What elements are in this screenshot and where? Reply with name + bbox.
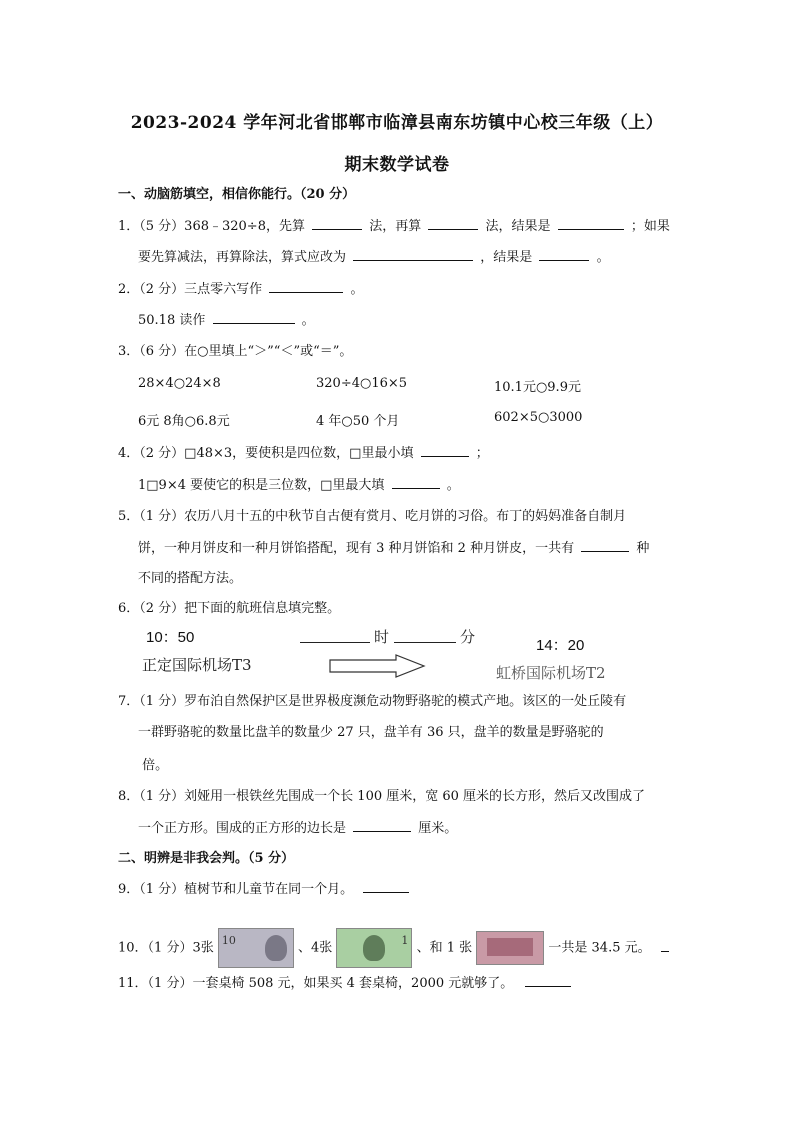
question-8-line1: 8．（1 分）刘娅用一根铁丝先围成一个长 100 厘米，宽 60 厘米的长方形，然后又改围成了 — [118, 789, 646, 804]
q4-text-b: ； — [475, 446, 489, 461]
q1-blank-4[interactable] — [353, 248, 473, 261]
q1-text-d: ；如果 — [630, 219, 670, 234]
note-pattern-icon — [487, 938, 533, 956]
question-1-line1 — [118, 217, 670, 236]
departure-airport: 正定国际机场T3 — [142, 656, 252, 674]
q7-text-c: 倍。 — [142, 758, 169, 773]
q2-blank-1[interactable] — [269, 280, 343, 293]
q1-text-b: 法，再算 — [369, 219, 422, 234]
section1-heading: 一、动脑筋填空，相信你能行。（20 分） — [118, 187, 356, 202]
question-4-line2 — [138, 476, 460, 495]
q2-text-d: 。 — [301, 313, 315, 328]
arrival-airport: 虹桥国际机场T2 — [496, 664, 606, 682]
q1-blank-3[interactable] — [558, 217, 624, 230]
minute-blank[interactable] — [394, 642, 456, 643]
q10-text-b: 、4张 — [298, 940, 333, 956]
question-2-line1 — [118, 280, 363, 299]
question-8-line2 — [138, 819, 457, 838]
exam-title-line1: 2023-2024 学年河北省邯郸市临漳县南东坊镇中心校三年级（上） — [130, 113, 664, 133]
q10-text-d: 一共是 34.5 元。 — [548, 940, 651, 956]
q3-item-1[interactable]: 28×4○24×8 — [138, 376, 221, 391]
q10-text-c: 、和 1 张 — [416, 940, 473, 956]
q10-blank[interactable] — [661, 939, 669, 952]
minute-label: 分 — [460, 628, 476, 646]
ten-yuan-note-icon — [218, 928, 294, 968]
q3-item-6[interactable]: 602×5○3000 — [494, 410, 583, 425]
one-yuan-value: 1 — [401, 934, 409, 947]
q3-item-2[interactable]: 320÷4○16×5 — [316, 376, 408, 391]
right-arrow-icon — [328, 654, 428, 678]
q4-text-d: 。 — [446, 478, 460, 493]
q1-text-g: 。 — [596, 250, 610, 265]
q3-item-4[interactable]: 6元 8角○6.8元 — [138, 414, 230, 429]
q8-text-b: 一个正方形。围成的正方形的边长是 — [138, 821, 347, 836]
q2-text-c: 50.18 读作 — [138, 313, 206, 328]
q3-item-3[interactable]: 10.1元○9.9元 — [494, 380, 581, 395]
q2-text-b: 。 — [350, 282, 364, 297]
one-yuan-note-icon — [336, 928, 412, 968]
q4-blank-2[interactable] — [392, 476, 440, 489]
q10-text-a: 10．（1 分）3张 — [118, 940, 214, 956]
q4-blank-1[interactable] — [421, 444, 469, 457]
q9-text: 9．（1 分）植树节和儿童节在同一个月。 — [118, 882, 354, 897]
question-10 — [118, 928, 672, 968]
q11-text: 11．（1 分）一套桌椅 508 元，如果买 4 套桌椅，2000 元就够了。 — [118, 976, 514, 991]
q1-text-c: 法，结果是 — [485, 219, 551, 234]
hour-blank[interactable] — [300, 642, 370, 643]
exam-title-line2: 期末数学试卷 — [344, 155, 450, 175]
q8-blank-1[interactable] — [353, 819, 411, 832]
q4-text-c: 1□9×4 要使它的积是三位数，□里最大填 — [138, 478, 385, 493]
arrival-time: 14：20 — [536, 637, 585, 654]
q1-text-e: 要先算减法，再算除法，算式应改为 — [138, 250, 347, 265]
portrait-icon — [265, 935, 287, 961]
question-7-line1: 7．（1 分）罗布泊自然保护区是世界极度濒危动物野骆驼的模式产地。该区的一处丘陵有 — [118, 694, 627, 709]
question-11 — [118, 974, 574, 993]
question-7-line2: 一群野骆驼的数量比盘羊的数量少 27 只，盘羊有 36 只，盘羊的数量是野骆驼的 — [138, 725, 604, 740]
section2-heading: 二、明辨是非我会判。（5 分） — [118, 851, 295, 866]
q1-text-f: ，结果是 — [480, 250, 533, 265]
q3-item-5[interactable]: 4 年○50 个月 — [316, 414, 400, 429]
q2-text-a: 2．（2 分）三点零六写作 — [118, 282, 263, 297]
q1-blank-5[interactable] — [539, 248, 589, 261]
q11-blank[interactable] — [525, 974, 571, 987]
question-7-line3 — [138, 756, 168, 775]
question-2-line2 — [138, 311, 315, 330]
q5-text-b: 饼，一种月饼皮和一种月饼馅搭配，现有 3 种月饼馅和 2 种月饼皮，一共有 — [138, 541, 575, 556]
question-5-line1: 5．（1 分）农历八月十五的中秋节自古便有赏月、吃月饼的习俗。布丁的妈妈准备自制月 — [118, 509, 627, 524]
question-6-stem: 6．（2 分）把下面的航班信息填完整。 — [118, 601, 341, 616]
ten-yuan-value: 10 — [221, 934, 236, 947]
question-1-line2 — [138, 248, 610, 267]
q1-text-a: 1．（5 分）368﹣320÷8，先算 — [118, 219, 305, 234]
q4-text-a: 4．（2 分）□48×3，要使积是四位数，□里最小填 — [118, 446, 414, 461]
q1-blank-1[interactable] — [312, 217, 362, 230]
portrait-icon — [363, 935, 385, 961]
question-5-line2 — [138, 539, 649, 558]
question-3-stem: 3．（6 分）在○里填上“＞”“＜”或“＝”。 — [118, 344, 353, 359]
question-4-line1 — [118, 444, 489, 463]
q2-blank-2[interactable] — [213, 311, 295, 324]
fifty-jiao-note-icon — [476, 931, 544, 965]
question-9 — [118, 880, 412, 899]
q5-blank-1[interactable] — [581, 539, 629, 552]
flight-info-figure — [138, 626, 618, 686]
departure-time: 10：50 — [146, 629, 195, 646]
question-5-line3: 不同的搭配方法。 — [138, 571, 243, 586]
q5-text-c: 种 — [636, 541, 650, 556]
q1-blank-2[interactable] — [428, 217, 478, 230]
q8-text-c: 厘米。 — [418, 821, 458, 836]
hour-label: 时 — [374, 628, 390, 646]
q9-blank[interactable] — [363, 880, 409, 893]
